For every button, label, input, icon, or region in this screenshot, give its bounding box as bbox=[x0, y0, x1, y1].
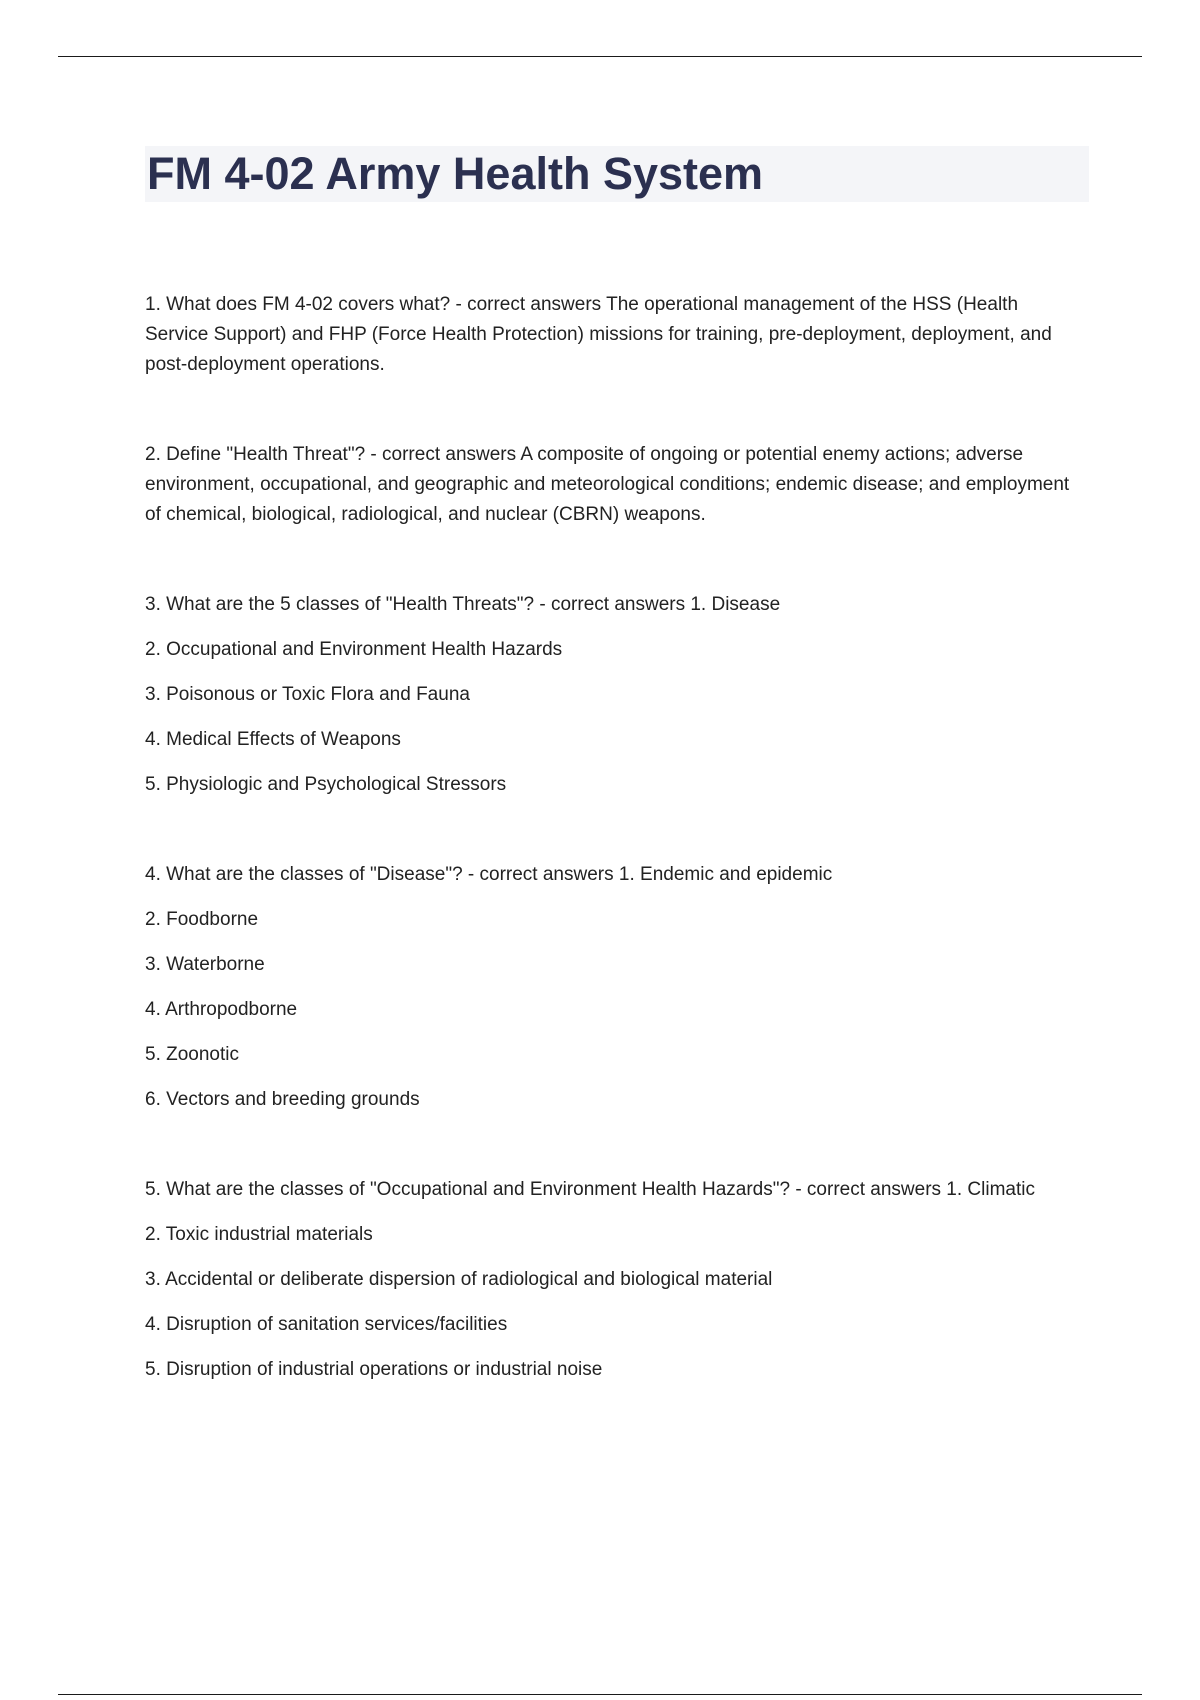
question-block-3 bbox=[145, 590, 1075, 800]
top-divider bbox=[58, 56, 1142, 57]
answer-item: 3. Poisonous or Toxic Flora and Fauna bbox=[145, 684, 470, 705]
bottom-divider bbox=[58, 1694, 1142, 1695]
answer-item: 4. Disruption of sanitation services/facilities bbox=[145, 1314, 508, 1335]
question-text: 2. Define "Health Threat"? - correct answers A composite of ongoing or potential enemy actions; adverse environment, occupational, and geographic and meteorological conditions; endemic disease; and employment of chemical, biological, radiological, and nuclear (CBRN) weapons. bbox=[145, 444, 1070, 525]
answer-item: 3. Accidental or deliberate dispersion of radiological and biological material bbox=[145, 1269, 773, 1290]
answer-item: 2. Foodborne bbox=[145, 909, 259, 930]
answer-item: 2. Toxic industrial materials bbox=[145, 1224, 373, 1245]
page-title: FM 4-02 Army Health System bbox=[147, 148, 764, 199]
answer-item: 4. Arthropodborne bbox=[145, 999, 298, 1020]
answer-item: 3. Waterborne bbox=[145, 954, 265, 975]
question-block-4 bbox=[145, 860, 1075, 1115]
answer-item: 5. Physiologic and Psychological Stressors bbox=[145, 774, 507, 795]
question-text: 1. What does FM 4-02 covers what? - correct answers The operational management of the HSS (Health Service Support) and FHP (Force Health Protection) missions for training, pre-deployment, deployment, and post-deployment operations. bbox=[145, 294, 1052, 375]
question-block-1 bbox=[145, 290, 1075, 380]
answer-item: 6. Vectors and breeding grounds bbox=[145, 1089, 420, 1110]
question-text: 3. What are the 5 classes of "Health Threats"? - correct answers 1. Disease bbox=[145, 594, 781, 615]
title-banner bbox=[145, 146, 1089, 202]
answer-item: 5. Disruption of industrial operations or industrial noise bbox=[145, 1359, 603, 1380]
answer-item: 2. Occupational and Environment Health Hazards bbox=[145, 639, 563, 660]
answer-item: 4. Medical Effects of Weapons bbox=[145, 729, 401, 750]
document-body bbox=[145, 290, 1075, 1445]
question-text: 5. What are the classes of "Occupational and Environment Health Hazards"? - correct answers 1. Climatic bbox=[145, 1179, 1035, 1200]
question-text: 4. What are the classes of "Disease"? - correct answers 1. Endemic and epidemic bbox=[145, 864, 833, 885]
answer-item: 5. Zoonotic bbox=[145, 1044, 239, 1065]
question-block-5 bbox=[145, 1175, 1075, 1385]
question-block-2 bbox=[145, 440, 1075, 530]
